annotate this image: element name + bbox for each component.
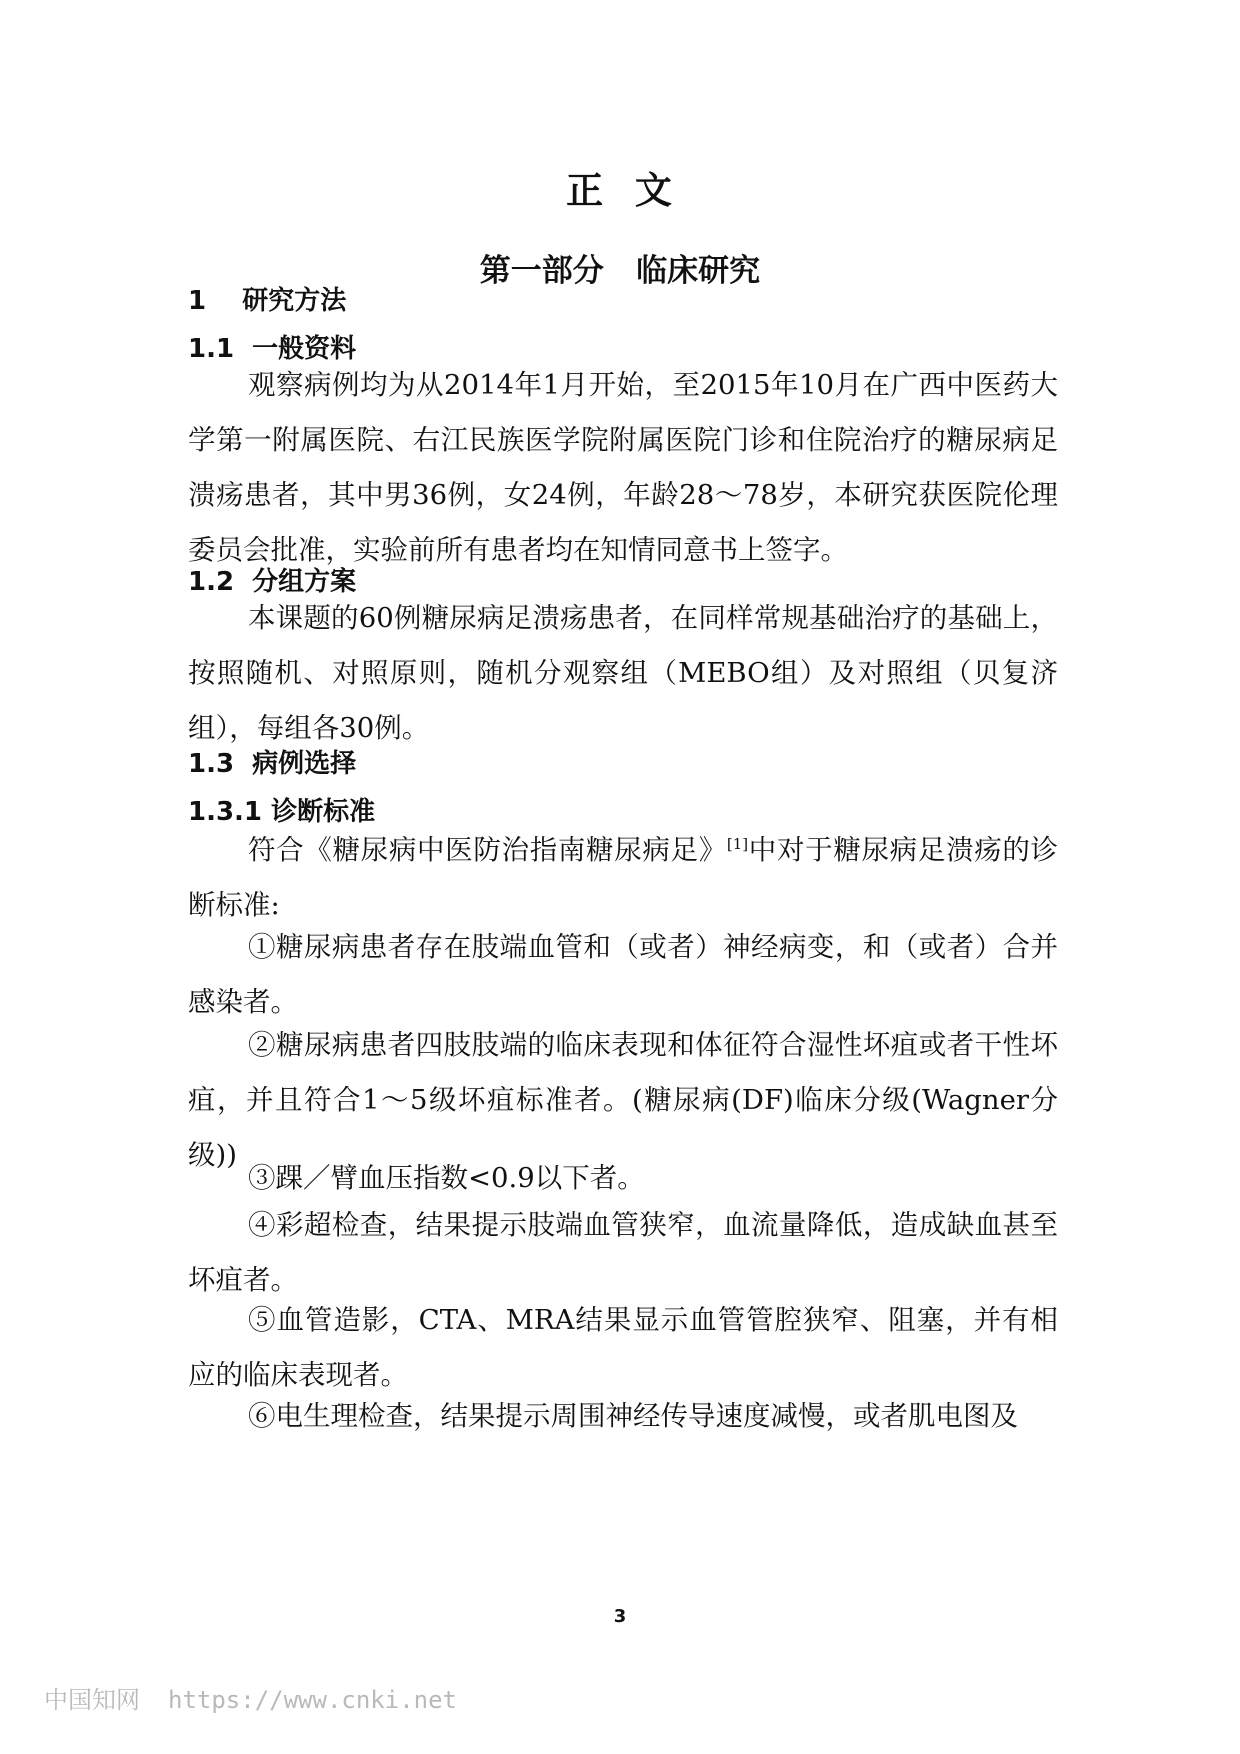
diagnostic-intro-text-cont: 中对于糖尿病足溃疡的诊断标准: (188, 834, 1059, 921)
criteria-item-2: ②糖尿病患者四肢肢端的临床表现和体征符合湿性坏疽或者干性坏疽，并且符合1～5级坏疽标准者。(糖尿病(DF)临床分级(Wagner分级)) (188, 1029, 1058, 1171)
section-heading-1: 1 研究方法 (188, 286, 347, 316)
criteria-item-6: ⑥电生理检查，结果提示周围神经传导速度减慢，或者肌电图及 (248, 1400, 1018, 1432)
main-title: 正 文 (566, 169, 674, 212)
citation-ref: [1] (726, 834, 749, 853)
criteria-item-5: ⑤血管造影，CTA、MRA结果显示血管管腔狭窄、阻塞，并有相应的临床表现者。 (188, 1304, 1058, 1391)
criteria-item-4: ④彩超检查，结果提示肢端血管狭窄，血流量降低，造成缺血甚至坏疽者。 (188, 1209, 1058, 1296)
section-heading-1-2: 1.2 分组方案 (188, 567, 357, 597)
page-number: 3 (613, 1606, 627, 1627)
cnki-watermark (44, 1680, 457, 1715)
watermark-name: 中国知网 (44, 1686, 140, 1714)
section-heading-1-3: 1.3 病例选择 (188, 749, 357, 779)
part-title: 第一部分 临床研究 (479, 253, 761, 289)
diagnostic-intro-text: 符合《糖尿病中医防治指南糖尿病足》 (248, 834, 727, 866)
watermark-url: https://www.cnki.net (168, 1686, 457, 1714)
criteria-item-3: ③踝／臂血压指数<0.9以下者。 (248, 1162, 645, 1194)
paragraph-diagnostic-intro (188, 823, 1058, 933)
section-heading-1-3-1: 1.3.1 诊断标准 (188, 797, 376, 827)
paragraph-grouping-plan: 本课题的60例糖尿病足溃疡患者，在同样常规基础治疗的基础上，按照随机、对照原则，随机分观察组（MEBO组）及对照组（贝复济组），每组各30例。 (188, 602, 1058, 744)
criteria-item-1: ①糖尿病患者存在肢端血管和（或者）神经病变，和（或者）合并感染者。 (188, 931, 1058, 1018)
paragraph-general-data: 观察病例均为从2014年1月开始，至2015年10月在广西中医药大学第一附属医院、右江民族医学院附属医院门诊和住院治疗的糖尿病足溃疡患者，其中男36例，女24例，年龄28～78岁，本研究获医院伦理委员会批准，实验前所有患者均在知情同意书上签字。 (188, 369, 1058, 566)
section-heading-1-1: 1.1 一般资料 (188, 334, 357, 364)
